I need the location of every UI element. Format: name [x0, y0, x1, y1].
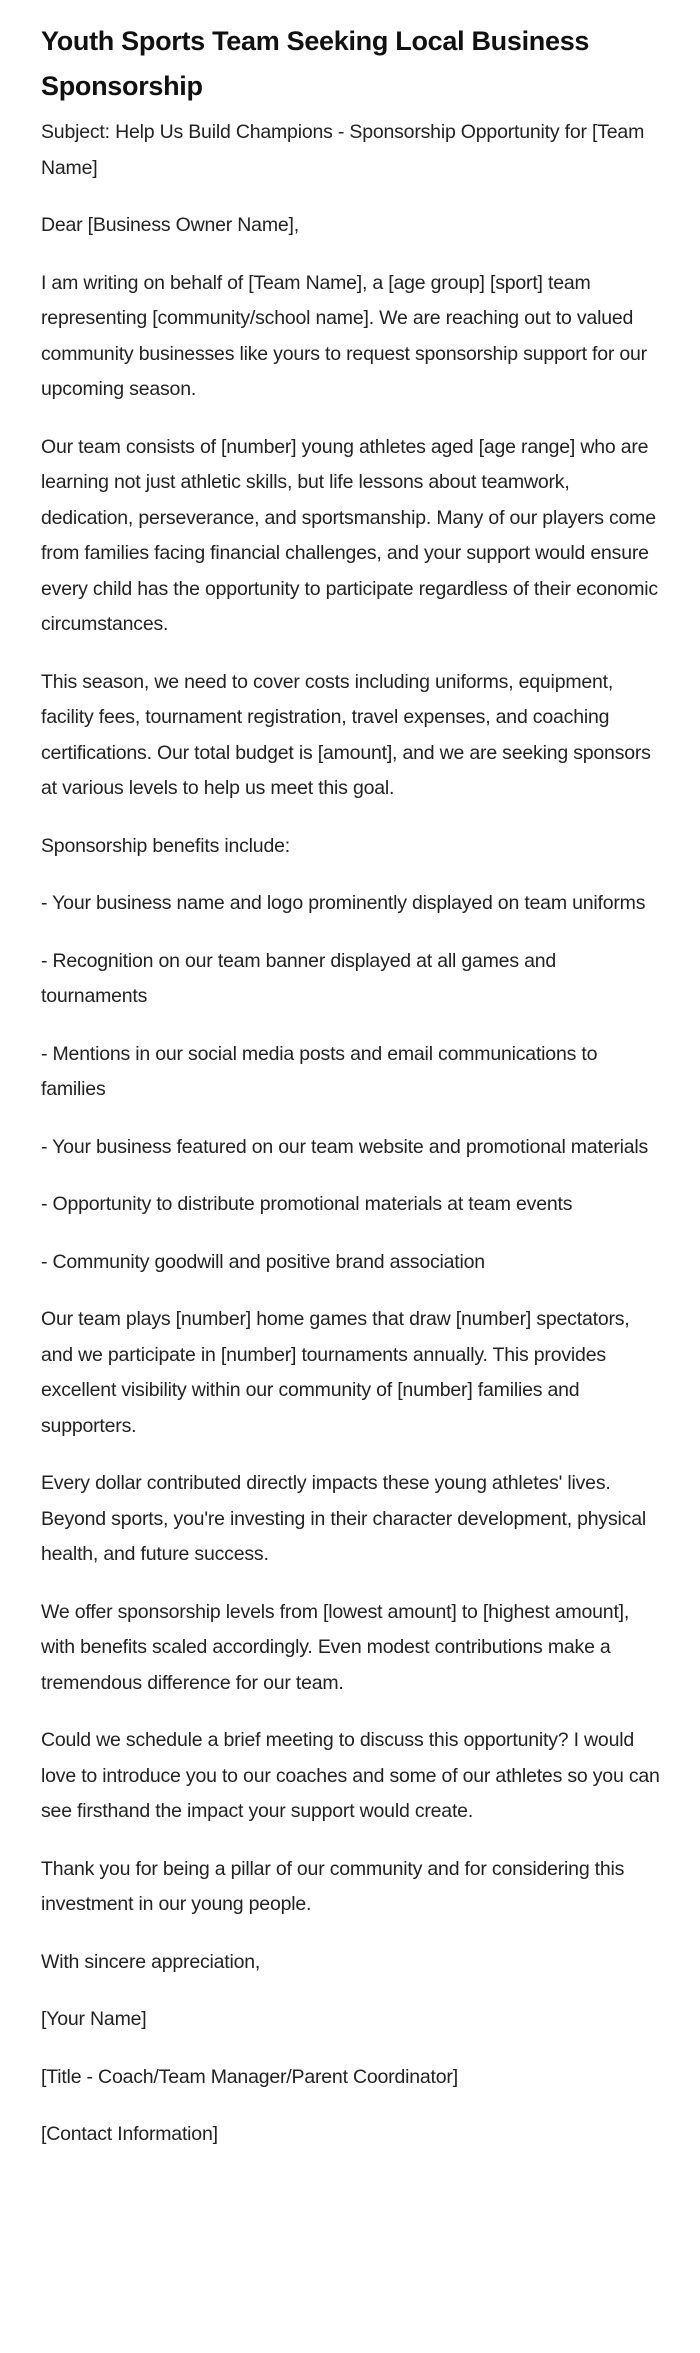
- benefits-heading: Sponsorship benefits include:: [41, 834, 290, 857]
- signature-contact: [Contact Information]: [41, 2123, 218, 2145]
- benefit-item: - Opportunity to distribute promotional materials at team events: [41, 1193, 573, 1215]
- benefit-item: - Your business name and logo prominently displayed on team uniforms: [41, 892, 646, 914]
- signature-title: [Title - Coach/Team Manager/Parent Coordinator]: [41, 2065, 458, 2088]
- benefit-item: - Community goodwill and positive brand association: [41, 1250, 485, 1273]
- benefit-item: - Recognition on our team banner displayed at all games and tournaments: [41, 949, 557, 1007]
- levels-paragraph: We offer sponsorship levels from [lowest amount] to [highest amount], with benefits scaled accordingly. Even modest contributions make a tremendous difference for our team.: [41, 1600, 630, 1694]
- subject-line: Subject: Help Us Build Champions - Sponsorship Opportunity for [Team Name]: [41, 121, 645, 179]
- closing: With sincere appreciation,: [41, 1950, 261, 1973]
- visibility-paragraph: Our team plays [number] home games that draw [number] spectators, and we participate in [number] tournaments annually. This provides excellent visibility within our community of [number] families and supporters.: [41, 1308, 630, 1437]
- meeting-paragraph: Could we schedule a brief meeting to discuss this opportunity? I would love to introduce you to our coaches and some of our athletes so you can see firsthand the impact your support would create.: [41, 1729, 660, 1822]
- impact-paragraph: Every dollar contributed directly impacts these young athletes' lives. Beyond sports, you're investing in their character development, physical health, and future success.: [41, 1472, 646, 1565]
- thanks-paragraph: Thank you for being a pillar of our community and for considering this investment in our young people.: [41, 1857, 625, 1915]
- costs-paragraph: This season, we need to cover costs including uniforms, equipment, facility fees, tournament registration, travel expenses, and coaching certifications. Our total budget is [amount], and we are seeking sponsors at various levels to help us meet this goal.: [41, 670, 651, 799]
- benefit-item: - Mentions in our social media posts and email communications to families: [41, 1042, 598, 1100]
- team-paragraph: Our team consists of [number] young athletes aged [age range] who are learning not just athletic skills, but life lessons about teamwork, dedication, perseverance, and sportsmanship. Many of our players come from families facing financial challenges, and your support would ensure every child has the opportunity to participate regardless of their economic circumstances.: [41, 435, 658, 635]
- intro-paragraph: I am writing on behalf of [Team Name], a [age group] [sport] team representing [community/school name]. We are reaching out to valued community businesses like yours to request sponsorship support for our upcoming season.: [41, 271, 647, 400]
- salutation: Dear [Business Owner Name],: [41, 214, 299, 236]
- document-title: Youth Sports Team Seeking Local Business Sponsorship: [41, 26, 590, 101]
- benefit-item: - Your business featured on our team website and promotional materials: [41, 1135, 649, 1158]
- signature-name: [Your Name]: [41, 2008, 147, 2030]
